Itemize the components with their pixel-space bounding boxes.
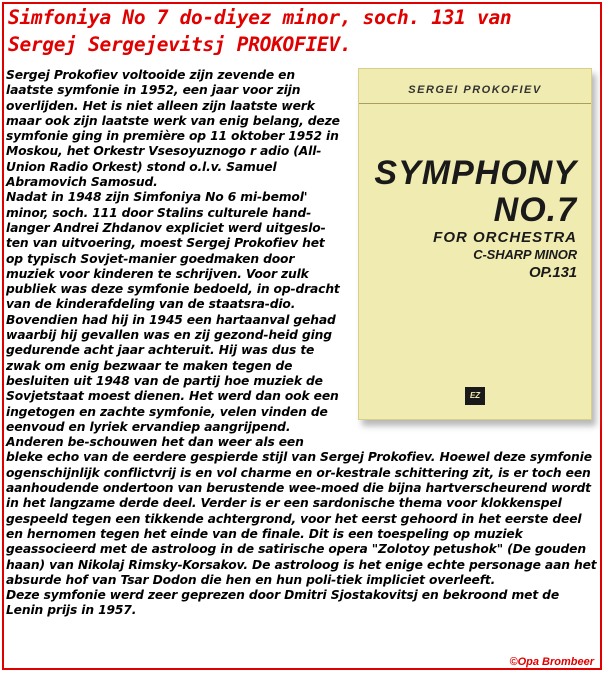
cover-key: C-SHARP MINOR [473, 247, 577, 262]
album-cover [348, 66, 600, 434]
article-body [6, 68, 598, 619]
page-title [8, 4, 598, 58]
cover-composer: SERGEI PROKOFIEV [408, 84, 542, 96]
cover-subtitle: FOR ORCHESTRA [433, 229, 577, 246]
title-line-2: Sergej Sergejevitsj PROKOFIEV. [8, 33, 352, 56]
cover-title-block [374, 155, 577, 282]
paragraph-2: Nadat in 1948 zijn Simfoniya No 6 mi-bemol' minor, soch. 111 door Stalins culturele hand-langer Andrei Zhdanov expliciet werd uitgeslo-ten van uitvoering, moest Sergej Prokofiev het op typisch Sovjet-manier goedmaken door muziek voor kinderen te schrijven. Voor zulk publiek was deze symfonie bedoeld, in op-dracht van de kinderafdeling van de staatsra-dio. Bovendien had hij in 1945 een hartaanval gehad waarbij hij gevallen was en zij gezond-heid ging gedurende acht jaar achteruit. Hij was dus te zwak om enig bezwaar te maken tegen de besluiten uit 1948 van de partij hoe muziek de Sovjetstaat moest dienen. Het werd dan ook een ingetogen en zachte symfonie, velen vinden de eenvoud en lyriek ervandiep aangrijpend. Anderen be-schouwen het dan weer als een bleke echo van de eerdere gespierde stijl van Sergej Prokofiev. Hoewel deze symfonie ogenschijnlijk conflictvrij is en vol charme en or-kestrale schittering zit, is er toch een aanhoudende ondertoon van berustende wee-moed die bijna hartverscheurend wordt in het langzame derde deel. Verder is er een sardonische thema voor klokkenspel gespeeld tegen een tikkende achtergrond, voor het eerst gehoord in het eerste deel en hernomen tegen het einde van de finale. Dit is een toespeling op muziek geassocieerd met de astroloog in de satirische opera "Zolotoy petushok" (De gouden haan) van Nikolaj Rimsky-Korsakov. De astroloog is het enige echte personage aan het absurde hof van Tsar Dodon die hen en hun poli-tiek impliciet overleeft. [6, 190, 597, 587]
paragraph-3: Deze symfonie werd zeer geprezen door Dmitri Sjostakovitsj en bekroond met de Lenin prijs in 1957. [6, 588, 560, 618]
title-line-1: Simfoniya No 7 do-diyez minor, soch. 131 van [8, 6, 512, 29]
cover-title-line-1: SYMPHONY [374, 154, 577, 192]
cover-art [358, 68, 592, 420]
cover-divider [359, 103, 591, 104]
cover-title-line-2: NO.7 [493, 191, 577, 229]
signature: ©Opa Brombeer [509, 656, 594, 668]
paragraph-1: Sergej Prokofiev voltooide zijn zevende en laatste symfonie in 1952, een jaar voor zijn overlijden. Het is niet alleen zijn laatste werk maar ook zijn laatste werk van enig belang, deze symfonie ging in première op 11 oktober 1952 in Moskou, het Orkestr Vsesoyuznogo r adio (All-Union Radio Orkest) stond o.l.v. Samuel Abramovich Samosud. [6, 68, 340, 190]
cover-opus: OP.131 [528, 264, 577, 281]
publisher-logo-icon: EZ [465, 387, 485, 405]
